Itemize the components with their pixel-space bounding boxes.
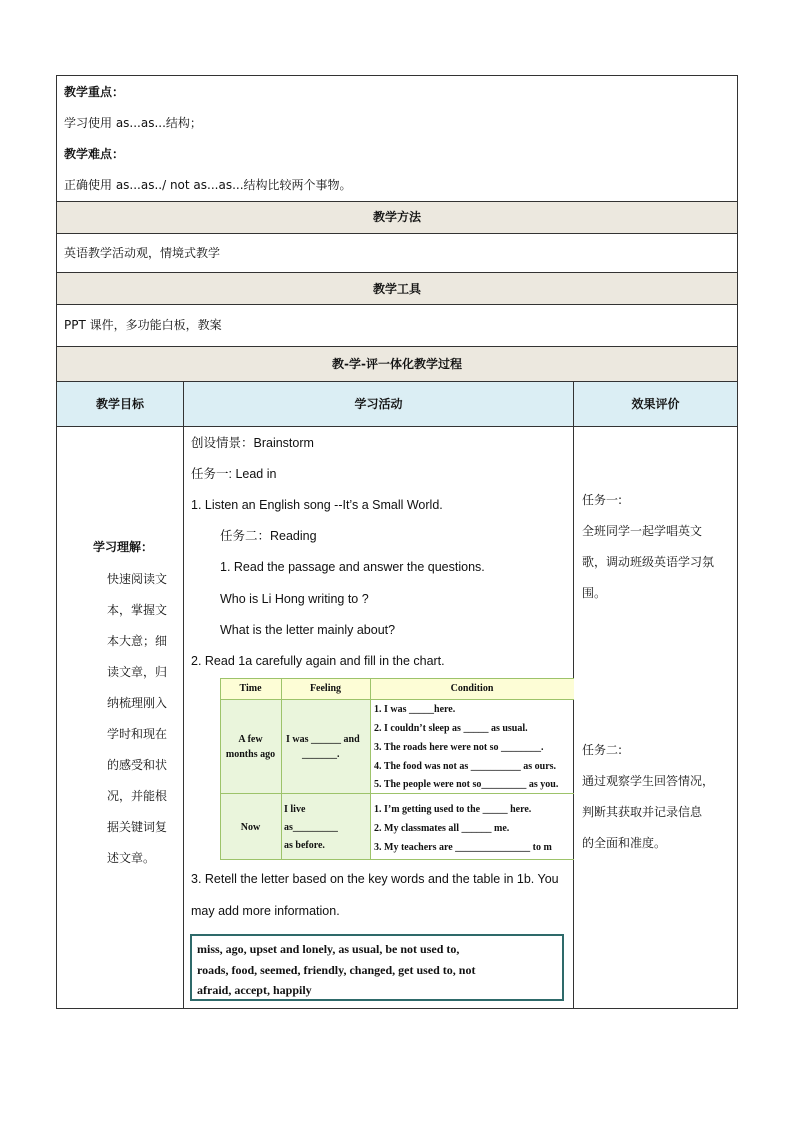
chart-header-condition: Condition <box>450 683 494 694</box>
activity-line-task2: 任务二：Reading <box>220 529 317 543</box>
difficulty-title: 教学难点： <box>64 147 125 161</box>
chart-row1-condition: 5. The people were not so_________ as you. <box>374 779 559 790</box>
chart-header-time: Time <box>239 683 262 694</box>
eval-task2-line: 判断其获取并记录信息 <box>582 805 703 819</box>
eval-task1-line: 围。 <box>582 586 607 600</box>
chart-row1-time: months ago <box>225 749 276 760</box>
goal-line: 本，掌握文 <box>107 603 168 617</box>
key-points-text: 学习使用 as...as...结构； <box>64 116 202 130</box>
keywords-line: afraid, accept, happily <box>197 983 312 997</box>
chart-row2-feeling: as_________ <box>284 822 338 833</box>
chart-row1-time: A few <box>238 734 263 745</box>
chart-row2-feeling: I live <box>284 804 306 815</box>
keywords-box <box>190 934 564 1001</box>
eval-task2-line: 通过观察学生回答情况， <box>582 774 715 788</box>
goal-line: 述文章。 <box>107 851 156 865</box>
goal-title: 学习理解： <box>93 540 154 554</box>
chart-row1-feeling: I was ______ and <box>286 734 360 745</box>
activity-line-read: 1. Read the passage and answer the questions. <box>220 560 485 574</box>
eval-task2-title: 任务二: <box>582 743 623 757</box>
goal-line: 纳梳理刚入 <box>107 696 168 710</box>
col-header-activity: 学习活动 <box>354 397 403 411</box>
activity-line-retell-cont: may add more information. <box>191 904 340 918</box>
col-header-eval: 效果评价 <box>631 397 680 411</box>
chart-row1-feeling: _______. <box>302 749 340 760</box>
chart-row1-condition: 1. I was _____here. <box>374 704 456 715</box>
activity-line-listen: 1. Listen an English song --It’s a Small World. <box>191 498 443 512</box>
eval-task1-title: 任务一: <box>582 493 623 507</box>
activity-line-fill-chart: 2. Read 1a carefully again and fill in the chart. <box>191 654 445 668</box>
activity-line-scenario: 创设情景：Brainstorm <box>191 436 314 450</box>
activity-line-task1: 任务一: Lead in <box>191 467 277 481</box>
process-header: 教-学-评一体化教学过程 <box>332 357 462 371</box>
eval-task1-line: 歌，调动班级英语学习氛 <box>582 555 715 569</box>
method-text: 英语教学活动观，情境式教学 <box>64 246 221 260</box>
activity-line-retell: 3. Retell the letter based on the key words and the table in 1b. You <box>191 872 559 886</box>
keywords-line: miss, ago, upset and lonely, as usual, be not used to, <box>197 942 460 956</box>
tools-text: PPT 课件，多功能白板，教案 <box>64 318 222 332</box>
chart-row2-condition: 3. My teachers are _______________ to m <box>374 842 552 853</box>
chart-row2-condition: 1. I’m getting used to the _____ here. <box>374 804 532 815</box>
activity-line-question2: What is the letter mainly about? <box>220 623 396 637</box>
chart-row2-condition: 2. My classmates all ______ me. <box>374 823 510 834</box>
col-header-goal: 教学目标 <box>95 397 144 411</box>
chart-row2-feeling: as before. <box>284 840 325 851</box>
goal-line: 据关键词复 <box>107 820 168 834</box>
chart-row1-condition: 3. The roads here were not so ________. <box>374 742 544 753</box>
goal-line: 快速阅读文 <box>107 572 168 586</box>
chart-header-feeling: Feeling <box>309 683 342 694</box>
fill-chart <box>220 678 574 860</box>
activity-line-question1: Who is Li Hong writing to ? <box>220 592 369 606</box>
eval-task2-line: 的全面和准度。 <box>582 836 667 850</box>
key-points-title: 教学重点： <box>64 85 125 99</box>
goal-line: 本大意；细 <box>107 634 168 648</box>
chart-row1-condition: 4. The food was not as __________ as ours. <box>374 761 557 772</box>
keywords-line: roads, food, seemed, friendly, changed, get used to, not <box>197 963 476 977</box>
eval-task1-line: 全班同学一起学唱英文 <box>582 524 703 538</box>
chart-row1-condition: 2. I couldn’t sleep as _____ as usual. <box>374 723 528 734</box>
tools-header: 教学工具 <box>372 282 421 296</box>
goal-line: 读文章，归 <box>107 665 168 679</box>
goal-line: 况，并能根 <box>107 789 168 803</box>
chart-row2-time: Now <box>240 822 261 833</box>
goal-line: 的感受和状 <box>107 758 168 772</box>
goal-line: 学时和现在 <box>107 727 168 741</box>
difficulty-text: 正确使用 as...as../ not as...as...结构比较两个事物。 <box>64 178 352 192</box>
method-header: 教学方法 <box>372 210 421 224</box>
